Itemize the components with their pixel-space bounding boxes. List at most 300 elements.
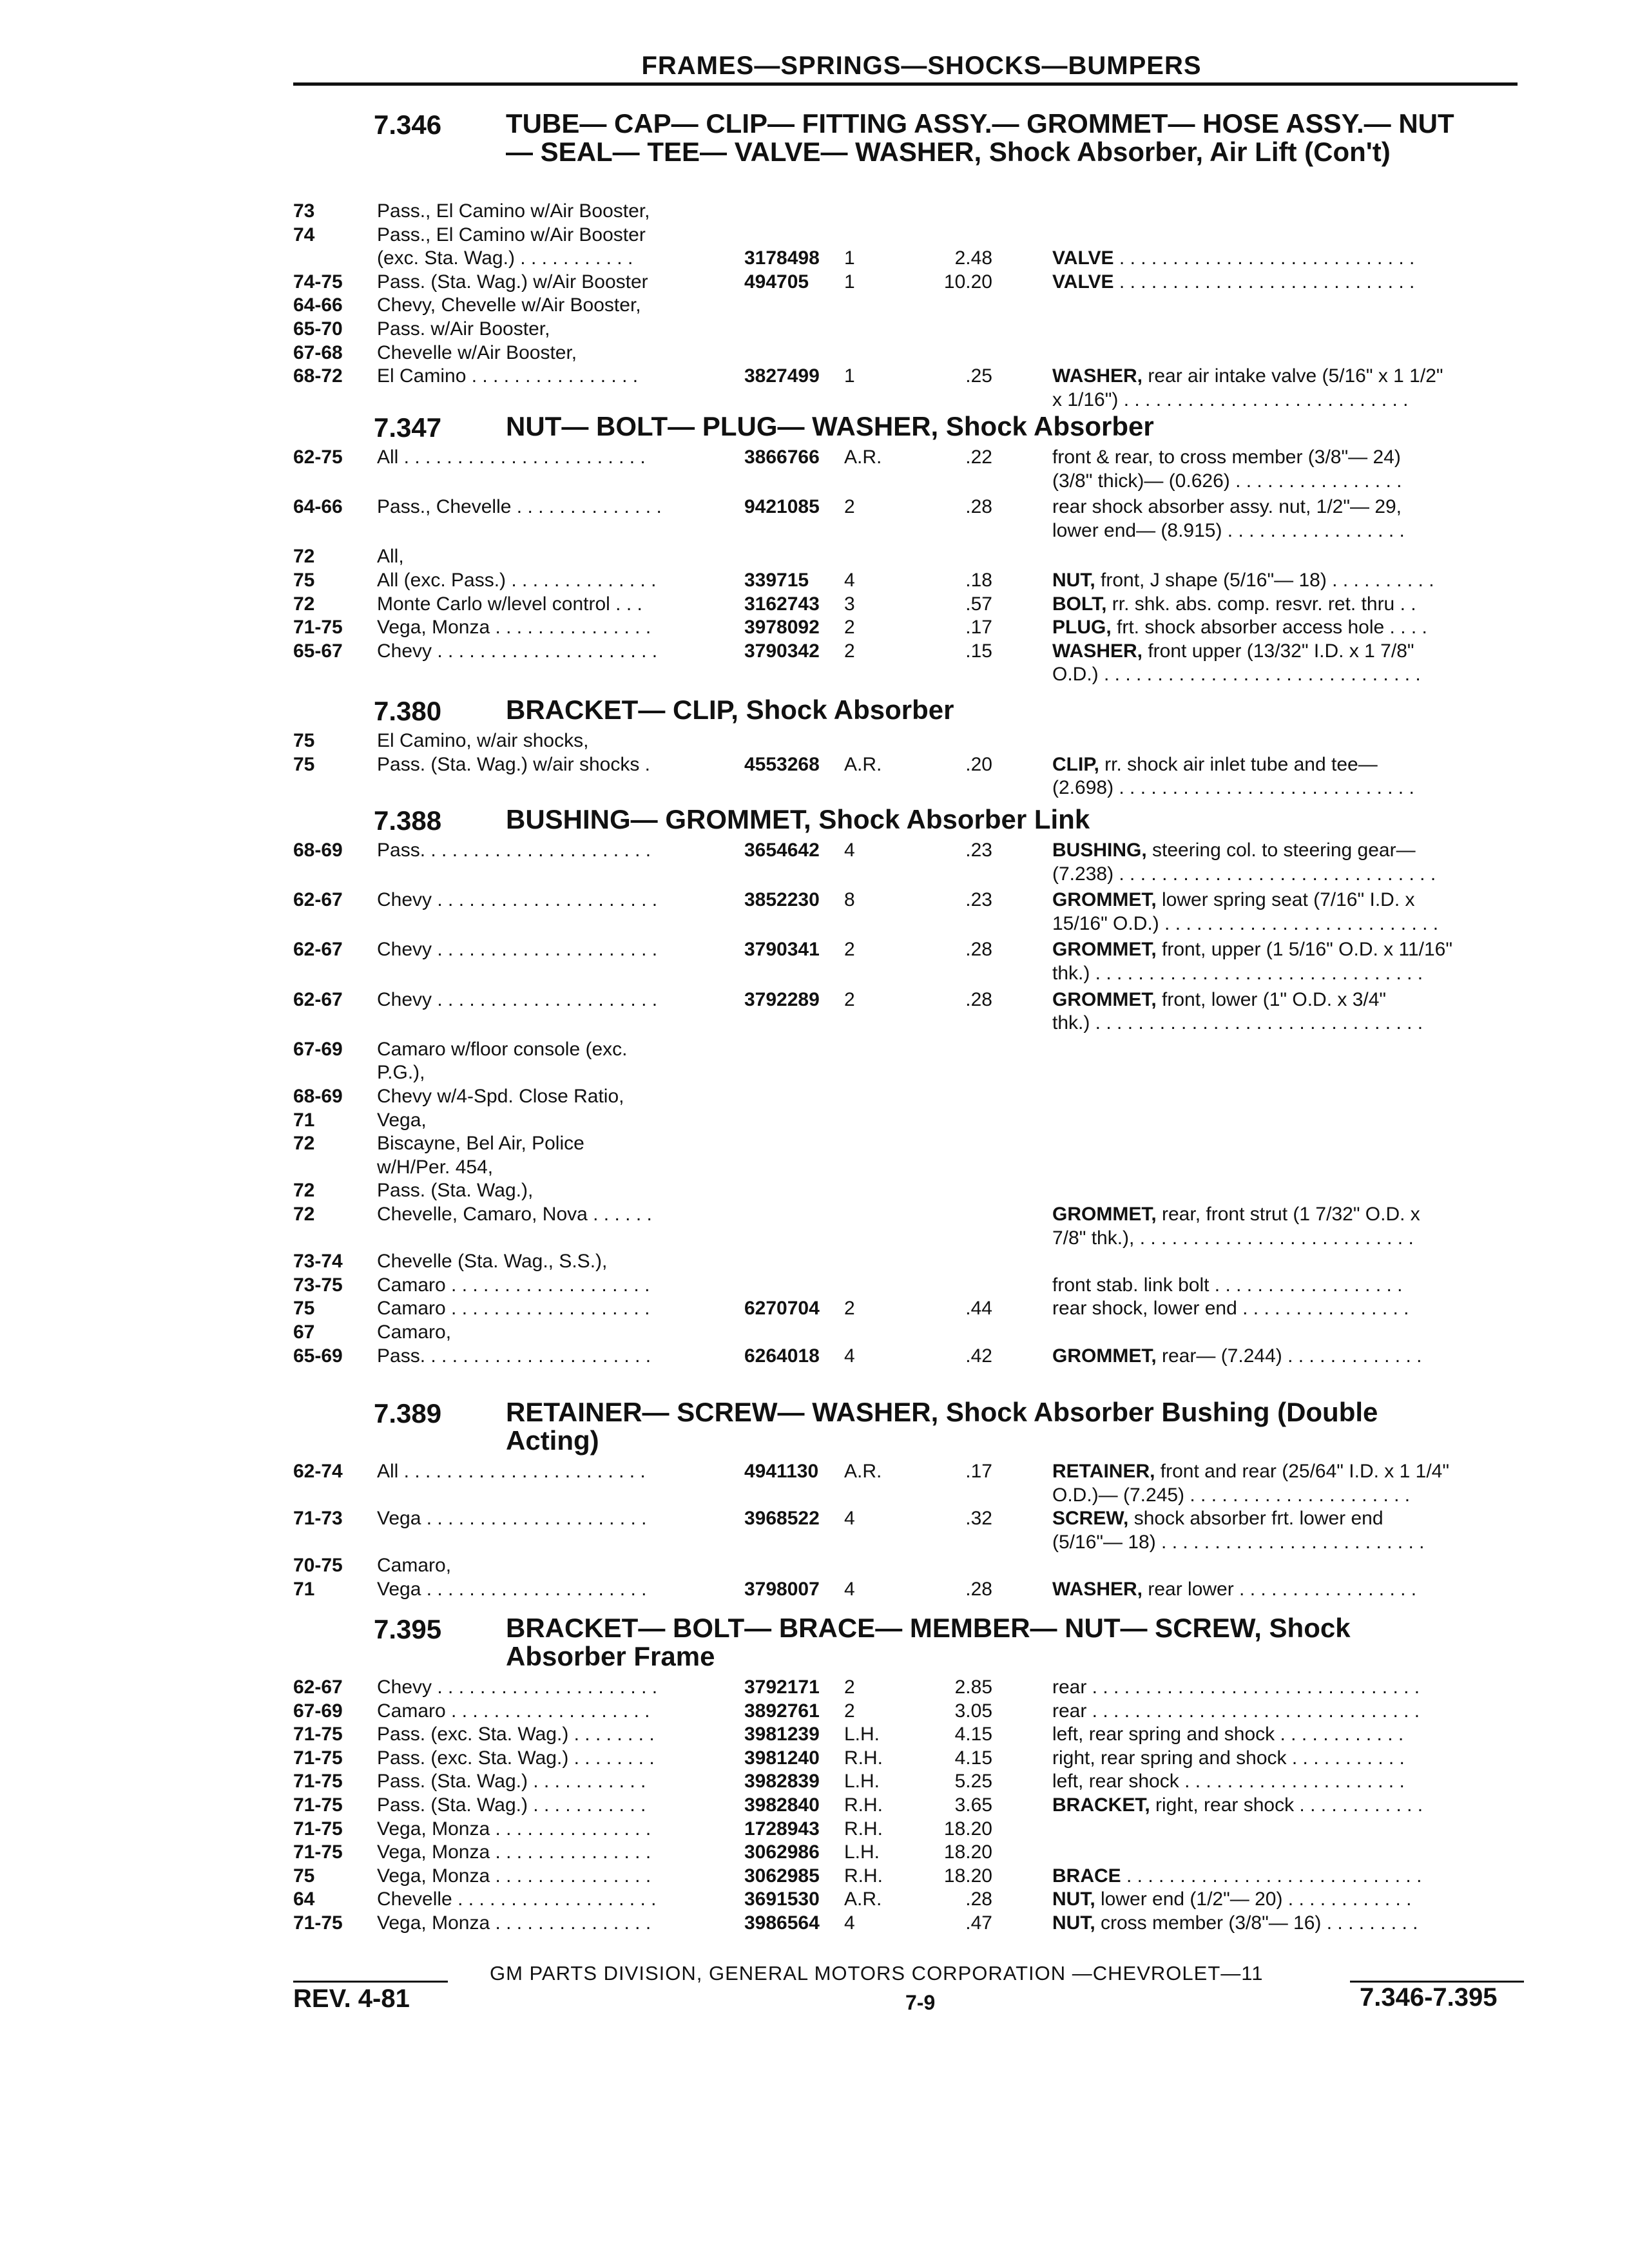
application: Chevelle (Sta. Wag., S.S.), (377, 1251, 608, 1273)
part-number: 3798007 (744, 1579, 820, 1600)
description (1052, 962, 1529, 985)
description (1052, 988, 1529, 1012)
description (1052, 446, 1529, 469)
description (1052, 863, 1529, 886)
part-number: 4553268 (744, 753, 820, 775)
description-keyword: NUT, (1052, 1912, 1095, 1934)
part-number: 3982840 (744, 1794, 820, 1816)
part-number: 9421085 (744, 496, 820, 518)
section-heading (293, 696, 1530, 724)
description-keyword: NUT, (1052, 570, 1095, 591)
description-text: O.D.) . . . . . . . . . . . . . . . . . . . . . . . . . . . . . . (1052, 664, 1421, 686)
application: Camaro . . . . . . . . . . . . . . . . . . . (377, 1700, 650, 1722)
model-year: 67-69 (293, 1700, 343, 1722)
model-year: 71-75 (293, 1724, 343, 1745)
description-text: thk.) . . . . . . . . . . . . . . . . . . . . . . . . . . . . . . . (1052, 963, 1423, 984)
part-number: 3968522 (744, 1508, 820, 1530)
application: Camaro . . . . . . . . . . . . . . . . . . . (377, 1274, 650, 1296)
description-text: frt. shock absorber access hole . . . . (1111, 617, 1427, 639)
part-number: 3654642 (744, 840, 820, 861)
price: .44 (965, 1298, 992, 1320)
section-title: BUSHING— GROMMET, Shock Absorber Link (506, 804, 1090, 834)
model-year: 71-73 (293, 1508, 343, 1530)
application: Pass. (Sta. Wag.) . . . . . . . . . . . (377, 1794, 646, 1816)
quantity: 4 (844, 1579, 855, 1600)
description-keyword: VALVE (1052, 271, 1114, 293)
model-year: 71-75 (293, 1747, 343, 1769)
description-text: rr. shock air inlet tube and tee— (1099, 753, 1378, 775)
application: Vega, Monza . . . . . . . . . . . . . . . (377, 1818, 651, 1840)
model-year: 65-70 (293, 318, 343, 340)
model-year: 64-66 (293, 294, 343, 316)
description-text: lower end (1/2"— 20) . . . . . . . . . . . . (1095, 1888, 1412, 1910)
price: .28 (965, 939, 992, 961)
model-year: 75 (293, 753, 315, 775)
description-text: thk.) . . . . . . . . . . . . . . . . . . . . . . . . . . . . . . . (1052, 1012, 1423, 1034)
model-year: 72 (293, 1180, 315, 1202)
description-text: front and rear (25/64" I.D. x 1 1/4" (1155, 1461, 1449, 1482)
quantity: 4 (844, 1345, 855, 1367)
application: Camaro . . . . . . . . . . . . . . . . . . . (377, 1298, 650, 1320)
description (1052, 1770, 1529, 1793)
part-number: 3790342 (744, 640, 820, 662)
price: .17 (965, 617, 992, 639)
part-number: 3792171 (744, 1677, 820, 1698)
model-year: 73-74 (293, 1251, 343, 1273)
model-year: 72 (293, 1133, 315, 1155)
application: Pass., El Camino w/Air Booster (377, 224, 646, 245)
quantity: A.R. (844, 1461, 882, 1482)
footer-rule-right (1350, 1981, 1524, 1983)
application: All . . . . . . . . . . . . . . . . . . . . . . . (377, 1461, 646, 1482)
price: 10.20 (943, 271, 992, 293)
part-number: 3062986 (744, 1841, 820, 1863)
price: .20 (965, 753, 992, 775)
model-year: 62-67 (293, 939, 343, 961)
parts-section (293, 108, 1530, 410)
description-keyword: SCREW, (1052, 1508, 1129, 1530)
model-year: 72 (293, 546, 315, 568)
description-text: front, J shape (5/16"— 18) . . . . . . . . . . (1095, 570, 1434, 591)
description (1052, 1723, 1529, 1746)
quantity: 2 (844, 1700, 855, 1722)
part-number: 3178498 (744, 247, 820, 269)
part-number: 3852230 (744, 889, 820, 911)
description (1052, 1203, 1529, 1226)
footer-section-range: 7.346-7.395 (1360, 1983, 1498, 2012)
part-number: 3892761 (744, 1700, 820, 1722)
quantity: R.H. (844, 1794, 883, 1816)
model-year: 71 (293, 1579, 315, 1600)
parts-section (293, 695, 1530, 799)
quantity: 1 (844, 365, 855, 387)
part-number: 3062985 (744, 1865, 820, 1887)
description-keyword: WASHER, (1052, 640, 1143, 662)
application: Chevy, Chevelle w/Air Booster, (377, 294, 641, 316)
description-keyword: BRACE (1052, 1865, 1121, 1887)
application: Pass. . . . . . . . . . . . . . . . . . . . . . (377, 1345, 651, 1367)
description-keyword: VALVE (1052, 247, 1114, 269)
description-text: (5/16"— 18) . . . . . . . . . . . . . . . . . . . . . . . . . (1052, 1531, 1425, 1553)
application: El Camino . . . . . . . . . . . . . . . . (377, 365, 639, 387)
quantity: A.R. (844, 1888, 882, 1910)
description-text: rear shock absorber assy. nut, 1/2"— 29, (1052, 496, 1402, 518)
description (1052, 271, 1529, 294)
quantity: A.R. (844, 447, 882, 468)
quantity: 2 (844, 1298, 855, 1320)
application: w/H/Per. 454, (377, 1156, 494, 1178)
price: 18.20 (943, 1818, 992, 1840)
price: .17 (965, 1461, 992, 1482)
description (1052, 593, 1529, 616)
model-year: 68-72 (293, 365, 343, 387)
description-text: rear air intake valve (5/16" x 1 1/2" (1142, 365, 1443, 387)
description-keyword: WASHER, (1052, 1579, 1143, 1600)
quantity: R.H. (844, 1818, 883, 1840)
description-text: steering col. to steering gear— (1146, 840, 1416, 861)
description (1052, 519, 1529, 543)
description (1052, 247, 1529, 270)
part-number: 3827499 (744, 365, 820, 387)
parts-section (293, 411, 1530, 686)
price: .42 (965, 1345, 992, 1367)
description (1052, 365, 1529, 388)
section-number: 7.388 (374, 805, 442, 836)
section-title: BRACKET— BOLT— BRACE— MEMBER— NUT— SCREW, Shock Absorber Frame (506, 1613, 1351, 1671)
application: Pass. (Sta. Wag.) w/Air Booster (377, 271, 648, 293)
application: Vega . . . . . . . . . . . . . . . . . . . . . (377, 1508, 647, 1530)
description-text: rr. shk. abs. comp. resvr. ret. thru . . (1106, 593, 1416, 615)
model-year: 71-75 (293, 1912, 343, 1934)
description (1052, 1794, 1529, 1817)
application: Chevy . . . . . . . . . . . . . . . . . . . . . (377, 640, 658, 662)
description (1052, 889, 1529, 912)
part-number: 3981240 (744, 1747, 820, 1769)
model-year: 64-66 (293, 496, 343, 518)
part-number: 6270704 (744, 1298, 820, 1320)
description-keyword: GROMMET, (1052, 939, 1157, 961)
quantity: 2 (844, 1677, 855, 1698)
part-number: 4941130 (744, 1461, 819, 1482)
application: Chevelle, Camaro, Nova . . . . . . (377, 1204, 652, 1225)
price: .23 (965, 840, 992, 861)
description-text: (7.238) . . . . . . . . . . . . . . . . . . . . . . . . . . . . . . (1052, 863, 1436, 885)
price: 3.65 (954, 1794, 992, 1816)
application: All . . . . . . . . . . . . . . . . . . . . . . . (377, 447, 646, 468)
model-year: 71-75 (293, 1818, 343, 1840)
description-text: O.D.)— (7.245) . . . . . . . . . . . . . . . . . . . . . (1052, 1484, 1411, 1506)
description (1052, 1507, 1529, 1530)
price: 2.48 (954, 247, 992, 269)
description-text: rear . . . . . . . . . . . . . . . . . . . . . . . . . . . . . . . (1052, 1677, 1420, 1698)
description-keyword: BRACKET, (1052, 1794, 1150, 1816)
description-keyword: BUSHING, (1052, 840, 1147, 861)
description-text: front, upper (1 5/16" O.D. x 11/16" (1156, 939, 1452, 961)
part-number: 6264018 (744, 1345, 820, 1367)
model-year: 72 (293, 1204, 315, 1225)
section-number: 7.389 (374, 1398, 442, 1428)
description (1052, 753, 1529, 776)
description (1052, 776, 1529, 800)
model-year: 74-75 (293, 271, 343, 293)
description (1052, 640, 1529, 663)
application: Vega, Monza . . . . . . . . . . . . . . . (377, 1865, 651, 1887)
application: Pass. (exc. Sta. Wag.) . . . . . . . . (377, 1724, 655, 1745)
application: Pass. . . . . . . . . . . . . . . . . . . . . . (377, 840, 651, 861)
application: Chevy . . . . . . . . . . . . . . . . . . . . . (377, 939, 658, 961)
description-text: cross member (3/8"— 16) . . . . . . . . . (1095, 1912, 1418, 1934)
application: Chevelle w/Air Booster, (377, 341, 577, 363)
quantity: A.R. (844, 753, 882, 775)
description-text: rear shock, lower end . . . . . . . . . . . . . . . . (1052, 1298, 1409, 1320)
section-title: TUBE— CAP— CLIP— FITTING ASSY.— GROMMET— HOSE ASSY.— NUT— SEAL— TEE— VALVE— WASHER, Shock Absorber, Air Lift (Con't) (506, 108, 1454, 167)
model-year: 75 (293, 1865, 315, 1887)
model-year: 67-68 (293, 341, 343, 363)
description-text: (3/8" thick)— (0.626) . . . . . . . . . . . . . . . . (1052, 470, 1402, 492)
application: Camaro, (377, 1555, 452, 1577)
model-year: 71-75 (293, 1794, 343, 1816)
description (1052, 569, 1529, 592)
price: .15 (965, 640, 992, 662)
model-year: 71-75 (293, 1841, 343, 1863)
footer-revision: REV. 4-81 (293, 1984, 410, 2013)
description (1052, 495, 1529, 519)
part-number: 3978092 (744, 617, 820, 639)
description (1052, 1484, 1529, 1507)
section-number: 7.346 (374, 110, 442, 140)
description-text: shock absorber frt. lower end (1128, 1508, 1383, 1530)
page-title: FRAMES—SPRINGS—SHOCKS—BUMPERS (641, 52, 1202, 80)
part-number: 3790341 (744, 939, 820, 961)
application: Vega, Monza . . . . . . . . . . . . . . . (377, 617, 651, 639)
model-year: 67-69 (293, 1038, 343, 1060)
description-text: . . . . . . . . . . . . . . . . . . . . . . . . . . . . (1113, 271, 1415, 293)
description (1052, 938, 1529, 961)
quantity: L.H. (844, 1841, 880, 1863)
section-number: 7.380 (374, 696, 442, 726)
description-keyword: PLUG, (1052, 617, 1112, 639)
application: Monte Carlo w/level control . . . (377, 593, 642, 615)
description-text: rear . . . . . . . . . . . . . . . . . . . . . . . . . . . . . . . (1052, 1700, 1420, 1722)
description (1052, 1747, 1529, 1770)
price: .57 (965, 593, 992, 615)
application: Biscayne, Bel Air, Police (377, 1133, 584, 1155)
part-number: 3866766 (744, 447, 820, 468)
section-heading (293, 110, 1530, 166)
description-keyword: BOLT, (1052, 593, 1107, 615)
price: .47 (965, 1912, 992, 1934)
part-number: 3691530 (744, 1888, 820, 1910)
description (1052, 1531, 1529, 1554)
part-number: 3162743 (744, 593, 820, 615)
part-number: 494705 (744, 271, 809, 293)
section-heading (293, 1398, 1530, 1455)
part-number: 1728943 (744, 1818, 820, 1840)
model-year: 62-67 (293, 1677, 343, 1698)
part-number: 339715 (744, 570, 809, 591)
description (1052, 616, 1529, 639)
application: Pass. w/Air Booster, (377, 318, 550, 340)
model-year: 68-69 (293, 840, 343, 861)
parts-section (293, 1613, 1530, 1934)
description (1052, 1888, 1529, 1911)
section-number: 7.347 (374, 412, 442, 443)
price: .28 (965, 1888, 992, 1910)
description-keyword: RETAINER, (1052, 1461, 1155, 1482)
section-title: NUT— BOLT— PLUG— WASHER, Shock Absorber (506, 411, 1154, 441)
section-title: BRACKET— CLIP, Shock Absorber (506, 695, 954, 725)
part-number: 3982839 (744, 1771, 820, 1792)
description-text: rear lower . . . . . . . . . . . . . . . . . (1142, 1579, 1417, 1600)
model-year: 65-69 (293, 1345, 343, 1367)
application: Vega, Monza . . . . . . . . . . . . . . . (377, 1841, 651, 1863)
part-number: 3986564 (744, 1912, 820, 1934)
application: Chevy . . . . . . . . . . . . . . . . . . . . . (377, 1677, 658, 1698)
application: Pass., El Camino w/Air Booster, (377, 200, 650, 222)
model-year: 62-75 (293, 447, 343, 468)
description (1052, 1227, 1529, 1250)
quantity: L.H. (844, 1724, 880, 1745)
quantity: 2 (844, 496, 855, 518)
description-keyword: NUT, (1052, 1888, 1095, 1910)
description-text: left, rear shock . . . . . . . . . . . . . . . . . . . . . (1052, 1771, 1405, 1792)
description-text: front stab. link bolt . . . . . . . . . . . . . . . . . . (1052, 1274, 1403, 1296)
application: Pass. (Sta. Wag.) w/air shocks . (377, 753, 650, 775)
price: .23 (965, 889, 992, 911)
description (1052, 1297, 1529, 1320)
quantity: 4 (844, 840, 855, 861)
description (1052, 1460, 1529, 1483)
model-year: 75 (293, 730, 315, 751)
quantity: R.H. (844, 1747, 883, 1769)
model-year: 64 (293, 1888, 315, 1910)
description-text: . . . . . . . . . . . . . . . . . . . . . . . . . . . . (1121, 1865, 1422, 1887)
description (1052, 663, 1529, 686)
model-year: 71-75 (293, 1771, 343, 1792)
quantity: 4 (844, 1508, 855, 1530)
application: Vega, Monza . . . . . . . . . . . . . . . (377, 1912, 651, 1934)
footer-rule-left (293, 1981, 448, 1983)
description-text: right, rear spring and shock . . . . . . . . . . . (1052, 1747, 1405, 1769)
model-year: 73-75 (293, 1274, 343, 1296)
application: Vega . . . . . . . . . . . . . . . . . . . . . (377, 1579, 647, 1600)
application: Chevy w/4-Spd. Close Ratio, (377, 1086, 624, 1107)
model-year: 62-74 (293, 1461, 343, 1482)
application: Pass. (Sta. Wag.) . . . . . . . . . . . (377, 1771, 646, 1792)
application: Chevelle . . . . . . . . . . . . . . . . . . . (377, 1888, 657, 1910)
description-text: 7/8" thk.), . . . . . . . . . . . . . . . . . . . . . . . . . . (1052, 1227, 1414, 1249)
description-keyword: WASHER, (1052, 365, 1143, 387)
quantity: L.H. (844, 1771, 880, 1792)
application: El Camino, w/air shocks, (377, 730, 589, 751)
quantity: 1 (844, 271, 855, 293)
model-year: 71 (293, 1109, 315, 1131)
description-text: (2.698) . . . . . . . . . . . . . . . . . . . . . . . . . . . . (1052, 777, 1414, 799)
description (1052, 1274, 1529, 1297)
quantity: 4 (844, 1912, 855, 1934)
price: .32 (965, 1508, 992, 1530)
parts-section (293, 804, 1530, 1367)
price: 3.05 (954, 1700, 992, 1722)
description (1052, 912, 1529, 936)
model-year: 62-67 (293, 889, 343, 911)
footer-page-number: 7-9 (905, 1991, 936, 2014)
price: 5.25 (954, 1771, 992, 1792)
application: Camaro w/floor console (exc. (377, 1038, 628, 1060)
part-number: 3981239 (744, 1724, 820, 1745)
model-year: 73 (293, 200, 315, 222)
application: (exc. Sta. Wag.) . . . . . . . . . . . (377, 247, 633, 269)
application: Camaro, (377, 1321, 452, 1343)
price: 2.85 (954, 1677, 992, 1698)
price: 4.15 (954, 1747, 992, 1769)
description (1052, 1578, 1529, 1601)
application: Chevy . . . . . . . . . . . . . . . . . . . . . (377, 889, 658, 911)
description-keyword: GROMMET, (1052, 1345, 1157, 1367)
model-year: 75 (293, 1298, 315, 1320)
footer-division: GM PARTS DIVISION, GENERAL MOTORS CORPORATION —CHEVROLET—11 (490, 1962, 1264, 1984)
description (1052, 1700, 1529, 1723)
model-year: 74 (293, 224, 315, 245)
application: Pass. (Sta. Wag.), (377, 1180, 534, 1202)
model-year: 71-75 (293, 617, 343, 639)
model-year: 72 (293, 593, 315, 615)
model-year: 68-69 (293, 1086, 343, 1107)
section-title: RETAINER— SCREW— WASHER, Shock Absorber Bushing (Double Acting) (506, 1397, 1378, 1456)
description-text: front upper (13/32" I.D. x 1 7/8" (1142, 640, 1414, 662)
price: .28 (965, 988, 992, 1010)
price: .28 (965, 1579, 992, 1600)
quantity: 2 (844, 617, 855, 639)
description-keyword: CLIP, (1052, 753, 1099, 775)
model-year: 62-67 (293, 988, 343, 1010)
section-number: 7.395 (374, 1614, 442, 1644)
description-text: rear— (7.244) . . . . . . . . . . . . . (1156, 1345, 1422, 1367)
quantity: R.H. (844, 1865, 883, 1887)
quantity: 2 (844, 988, 855, 1010)
description (1052, 839, 1529, 862)
description-keyword: GROMMET, (1052, 889, 1157, 911)
description (1052, 389, 1529, 412)
description (1052, 1912, 1529, 1935)
description-text: left, rear spring and shock . . . . . . . . . . . . (1052, 1724, 1404, 1745)
model-year: 67 (293, 1321, 315, 1343)
application: Pass. (exc. Sta. Wag.) . . . . . . . . (377, 1747, 655, 1769)
section-heading (293, 1614, 1530, 1671)
application: Chevy . . . . . . . . . . . . . . . . . . . . . (377, 988, 658, 1010)
price: .22 (965, 447, 992, 468)
description (1052, 1345, 1529, 1368)
description-text: x 1/16") . . . . . . . . . . . . . . . . . . . . . . . . . . . (1052, 389, 1409, 410)
description-text: front, lower (1" O.D. x 3/4" (1156, 988, 1387, 1010)
description-text: rear, front strut (1 7/32" O.D. x (1156, 1204, 1420, 1225)
description-text: lower spring seat (7/16" I.D. x (1156, 889, 1415, 911)
header-rule (293, 82, 1518, 86)
section-heading (293, 412, 1530, 441)
description-text: 15/16" O.D.) . . . . . . . . . . . . . . . . . . . . . . . . . . (1052, 912, 1439, 934)
description-text: right, rear shock . . . . . . . . . . . . (1150, 1794, 1423, 1816)
price: 4.15 (954, 1724, 992, 1745)
description-text: . . . . . . . . . . . . . . . . . . . . . . . . . . . . (1113, 247, 1415, 269)
price: 18.20 (943, 1865, 992, 1887)
price: 18.20 (943, 1841, 992, 1863)
description (1052, 1676, 1529, 1699)
model-year: 70-75 (293, 1555, 343, 1577)
application: Vega, (377, 1109, 427, 1131)
quantity: 2 (844, 939, 855, 961)
model-year: 75 (293, 570, 315, 591)
quantity: 4 (844, 570, 855, 591)
